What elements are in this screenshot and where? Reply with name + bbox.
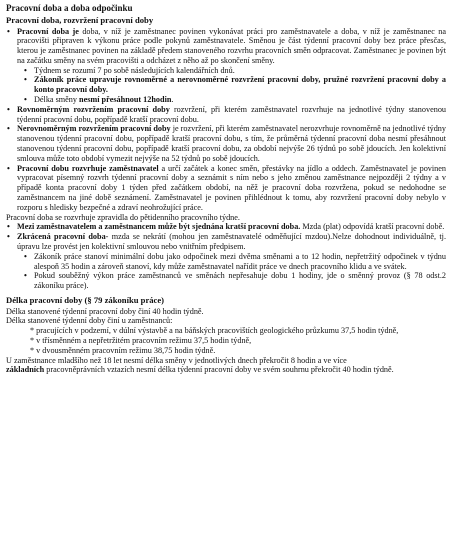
list-item: * v třísměnném a nepřetržitém pracovním režimu 37,5 hodin týdně, [30, 335, 252, 345]
bullet-icon: • [7, 26, 10, 36]
list-item [6, 75, 446, 95]
term: základních [6, 365, 45, 375]
paragraph-text: Mzda (plat) odpovídá kratší pracovní době. [300, 222, 445, 232]
list-item [6, 66, 446, 76]
bullet-icon: • [7, 104, 10, 114]
paragraph-text: je rozvržení, při kterém zaměstnavatel nerozvrhuje rovnoměrně na jednotlivé týdny stanovenou týdenní pracovní dobu, popřípadě kratší pracovní dobu, s tím, že průměrná týdenní pracovní doba nesmí přesáhnout stanovenou týdenní pracovní dobu, popřípadě kratší pracovní dobu, za období nejvýše 26 týdnů po sobě jdoucích. Jen kolektivní smlouva může toto období vymezit nejvýše na 52 týdnů po sobě jdoucích. [17, 124, 446, 163]
term: Pracovní dobu rozvrhuje zaměstnavatel [17, 163, 159, 173]
paragraph-text: pracovněprávních vztazích nesmí délka týdenní pracovní doby ve svém souhrnu překročit 40 hodin týdně. [44, 365, 394, 375]
paragraph-text: Zákoník práce upravuje rovnoměrné a nerovnoměrné rozvržení pracovní doby, pružné rozvržení pracovní doby a konto pracovní doby. [34, 75, 446, 95]
list-item [6, 222, 446, 232]
bullet-icon: • [24, 75, 27, 85]
paragraph-text: - mzda se nekrátí (mohou jen zaměstnavatelé odměňující mzdou).Nelze dohodnout individuálně, tj. úpravu lze provést jen kolektivní smlouvou nebo vnitřním předpisem. [17, 232, 446, 252]
bullet-icon: • [24, 271, 27, 281]
list-item [6, 232, 446, 252]
bullet-icon: • [7, 232, 10, 242]
term: Rovnoměrným rozvržením pracovní doby [17, 104, 170, 114]
paragraph-text: . [171, 95, 174, 105]
term: Mezi zaměstnavatelem a zaměstnancem může být sjednána kratší pracovní doba. [17, 222, 301, 232]
paragraph: Délka stanovené týdenní pracovní doby činí 40 hodin týdně. [6, 306, 204, 316]
list-item [6, 124, 446, 163]
list-item: * pracujících v podzemí, v dúlní výstavbě a na báňských pracovištích geologického průzkumu 37,5 hodin týdně, [30, 326, 399, 336]
section-heading: Délka pracovní doby (§ 79 zákoníku práce) [6, 295, 165, 306]
bullet-icon: • [7, 222, 10, 232]
document-title: Pracovní doba a doba odpočinku [6, 3, 133, 13]
bullet-icon: • [24, 65, 27, 75]
list-item [6, 27, 446, 66]
list-item [6, 164, 446, 213]
paragraph-text: Délka směny [34, 95, 80, 105]
paragraph: Délka stanovené týdenní doby činí u zaměstnanců: [6, 316, 173, 326]
paragraph: U zaměstnance mladšího než 18 let nesmí délka směny v jednotlivých dnech překročit 8 hodin a ve více [6, 355, 347, 365]
bullet-icon: • [7, 163, 10, 173]
term: Pracovní doba je [17, 26, 79, 36]
paragraph-text: Týdnem se rozumí 7 po sobě následujících kalendářních dnů. [34, 65, 235, 75]
bullet-icon: • [7, 124, 10, 134]
paragraph-text: Zákoník práce stanoví minimální dobu jako odpočinek mezi dvěma směnami a to 12 hodin, nepřetržitý odpočinek v týdnu alespoň 35 hodin a zároveň stanoví, kdy může zaměstnavatel nařídit práce ve dnech pracovního klidu a ve svátek. [34, 251, 446, 271]
list-item: * v dvousměnném pracovním režimu 38,75 hodin týdně. [30, 345, 216, 355]
list-item [6, 271, 446, 291]
paragraph [6, 365, 446, 375]
list-item [6, 95, 446, 105]
paragraph-text: a určí začátek a konec směn, přestávky na jídlo a oddech. Zaměstnavatel je povinen vypracovat písemný rozvrh týdenní pracovní doby a seznámit s ním nebo s jeho změnou zaměstnance nejpozději 2 týdny a v případě konta pracovní doby 1 týden před začátkem období, na něž je pracovní doba rozvržena, pokud se nedohodne se zaměstnancem na jiné době seznámení. Zaměstnavatel je povinen přihlédnout k tomu, aby rozvržení pracovní doby nebylo v rozporu s hledisky bezpečné a zdraví neohrožující práce. [17, 163, 446, 212]
paragraph-text: doba, v níž je zaměstnanec povinen vykonávat práci pro zaměstnavatele a doba, v níž je zaměstnanec na pracovišti připraven k výkonu práce podle pokynů zaměstnavatele. Směnou je část týdenní pracovní doby bez práce přesčas, kterou je zaměstnanec povinen na základě předem stanoveného rozvrhu pracovních směn odpracovat. Zaměstnanec je povinen být na začátku směny na svém pracovišti a odcházet z něho až po skončení směny. [17, 26, 446, 65]
paragraph-text: rozvržení, při kterém zaměstnavatel rozvrhuje na jednotlivé týdny stanovenou týdenní pracovní dobu, popřípadě kratší pracovní dobu. [17, 104, 447, 124]
bullet-icon: • [24, 251, 27, 261]
section-heading: Pracovní doba, rozvržení pracovní doby [6, 15, 154, 25]
paragraph: Pracovní doba se rozvrhuje zpravidla do pětidenního pracovního týdne. [6, 212, 240, 222]
paragraph-text: Pokud souběžný výkon práce zaměstnanců ve směnách nepřesahuje dobu 1 hodiny, jde o směnný provoz (§ 78 odst.2 zákoníku práce). [34, 271, 446, 291]
term: nesmí přesáhnout 12hodin [79, 95, 172, 105]
list-item [6, 105, 446, 125]
bullet-icon: • [24, 95, 27, 105]
list-item [6, 252, 446, 272]
term: Zkrácená pracovní doba [17, 232, 106, 242]
term: Nerovnoměrným rozvržením pracovní doby [17, 124, 171, 134]
